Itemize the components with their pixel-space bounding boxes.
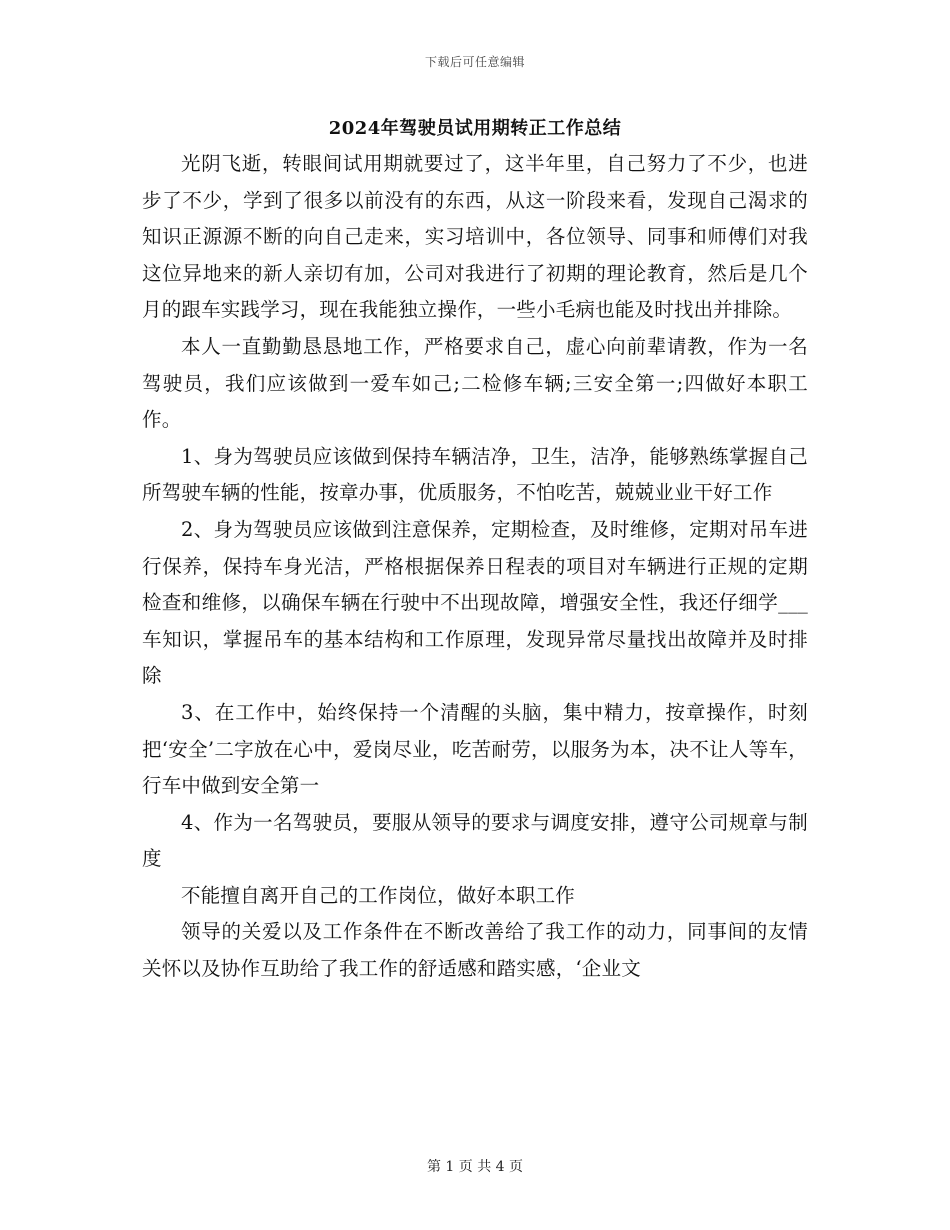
- document-title: 2024年驾驶员试用期转正工作总结: [328, 118, 622, 139]
- document-body: [142, 146, 808, 988]
- paragraph-intro: 光阴飞逝，转眼间试用期就要过了，这半年里，自己努力了不少，也进步了不少，学到了很多以前没有的东西，从这一阶段来看，发现自己渴求的知识正源源不断的向自己走来，实习培训中，各位领导、同事和师傅们对我这位异地来的新人亲切有加，公司对我进行了初期的理论教育，然后是几个月的跟车实践学习，现在我能独立操作，一些小毛病也能及时找出并排除。: [142, 152, 808, 322]
- paragraph-closing: 领导的关爱以及工作条件在不断改善给了我工作的动力，同事间的友情关怀以及协作互助给了我工作的舒适感和踏实感，‘企业文: [142, 920, 808, 981]
- paragraph-point-3: 3、在工作中，始终保持一个清醒的头脑，集中精力，按章操作，时刻把‘安全’二字放在心中，爱岗尽业，吃苦耐劳，以服务为本，决不让人等车，行车中做到安全第一: [142, 700, 808, 798]
- paragraph-attitude: 本人一直勤勤恳恳地工作，严格要求自己，虚心向前辈请教，作为一名驾驶员，我们应该做到一爱车如己;二检修车辆;三安全第一;四做好本职工作。: [142, 334, 808, 432]
- paragraph-point-2: 2、身为驾驶员应该做到注意保养，定期检查，及时维修，定期对吊车进行保养，保持车身光洁，严格根据保养日程表的项目对车辆进行正规的定期检查和维修，以确保车辆在行驶中不出现故障，增强安全性，我还仔细学___车知识，掌握吊车的基本结构和工作原理，发现异常尽量找出故障并及时排除: [142, 517, 808, 688]
- page-number: 第 1 页 共 4 页: [426, 1159, 524, 1175]
- page-header-note: 下载后可任意编辑: [424, 55, 525, 69]
- paragraph-point-4: 4、作为一名驾驶员，要服从领导的要求与调度安排，遵守公司规章与制度: [142, 810, 808, 871]
- paragraph-duty: 不能擅自离开自己的工作岗位，做好本职工作: [181, 883, 576, 907]
- paragraph-point-1: 1、身为驾驶员应该做到保持车辆洁净，卫生，洁净，能够熟练掌握自己所驾驶车辆的性能，按章办事，优质服务，不怕吃苦，兢兢业业干好工作: [142, 444, 808, 505]
